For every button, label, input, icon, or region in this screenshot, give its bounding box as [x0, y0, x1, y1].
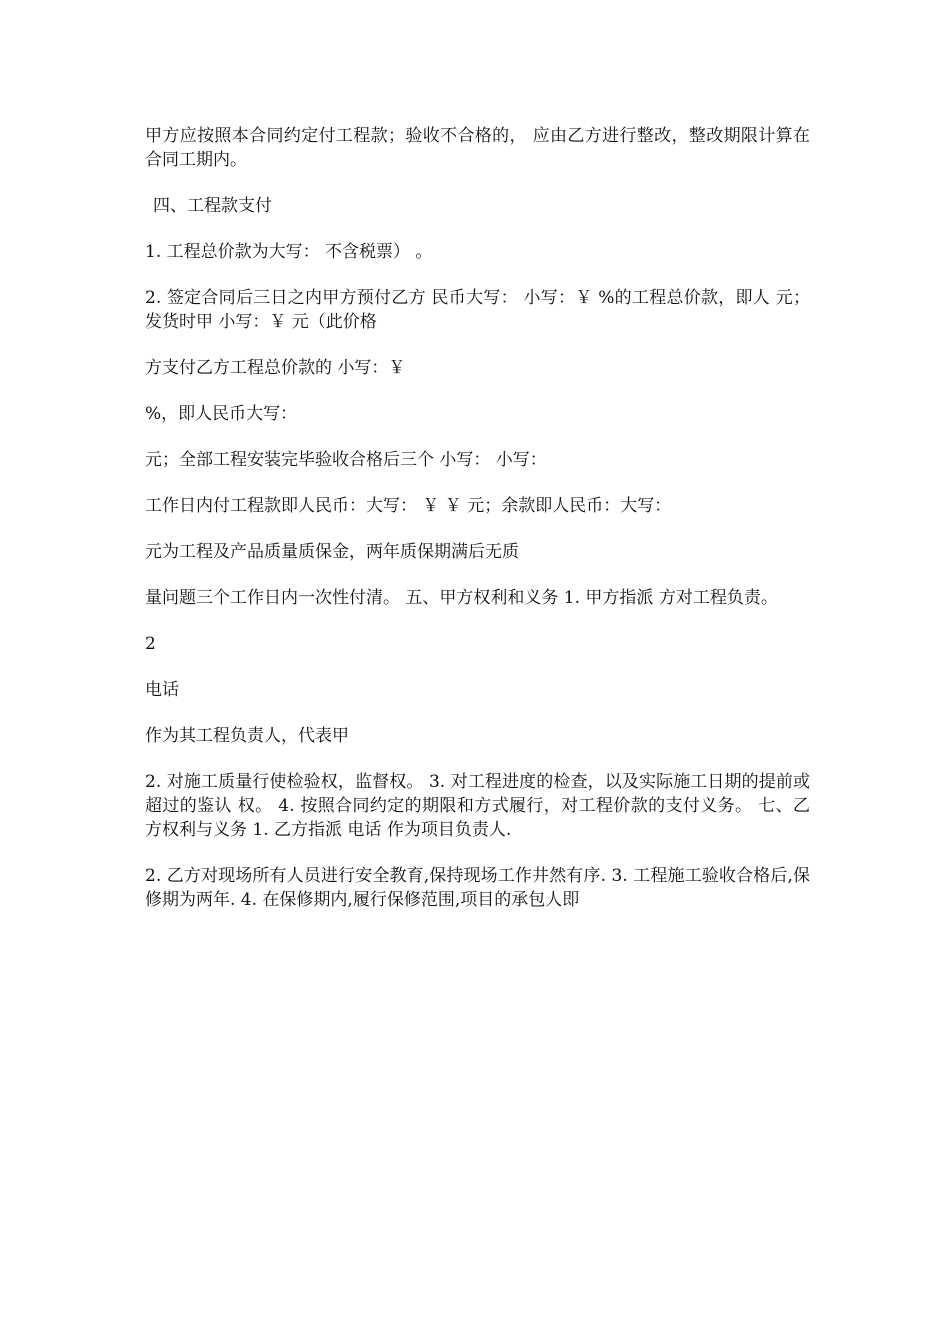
paragraph-number: 2: [145, 634, 156, 654]
paragraph-phone: 电话: [145, 680, 179, 700]
section-heading-payment: 四、工程款支付: [153, 196, 272, 216]
document-body: [145, 124, 810, 934]
paragraph-representative: 作为其工程负责人，代表甲: [145, 726, 349, 746]
paragraph-inspection-rights: 2. 对施工质量行使检验权，监督权。 3. 对工程进度的检查，以及实际施工日期的提前或超过的鉴认 权。 4. 按照合同约定的期限和方式履行，对工程价款的支付义务。 七、乙方权利与义务 1. 乙方指派 电话 作为项目负责人.: [145, 772, 810, 840]
paragraph-acceptance: 甲方应按照本合同约定付工程款；验收不合格的， 应由乙方进行整改，整改期限计算在合同工期内。: [145, 126, 810, 170]
paragraph-installation-complete: 元；全部工程安装完毕验收合格后三个 小写： 小写：: [145, 450, 547, 470]
paragraph-warranty-deposit: 元为工程及产品质量质保金，两年质保期满后无质: [145, 542, 519, 562]
paragraph-workday-payment: 工作日内付工程款即人民币：大写： ￥ ￥ 元；余款即人民币：大写：: [145, 496, 672, 516]
paragraph-party-a-rights: 量问题三个工作日内一次性付清。 五、甲方权利和义务 1. 甲方指派 方对工程负责。: [145, 588, 778, 608]
paragraph-total-price: 1. 工程总价款为大写： 不含税票） 。: [145, 242, 433, 262]
paragraph-prepayment: 2. 签定合同后三日之内甲方预付乙方 民币大写： 小写：￥ %的工程总价款，即人 元；发货时甲 小写：￥ 元（此价格: [145, 288, 810, 332]
paragraph-payment-share: 方支付乙方工程总价款的 小写：￥: [145, 358, 406, 378]
paragraph-percent-amount: %，即人民币大写：: [145, 404, 298, 424]
paragraph-party-b-obligations: 2. 乙方对现场所有人员进行安全教育,保持现场工作井然有序. 3. 工程施工验收合格后,保修期为两年. 4. 在保修期内,履行保修范围,项目的承包人即: [145, 866, 810, 910]
